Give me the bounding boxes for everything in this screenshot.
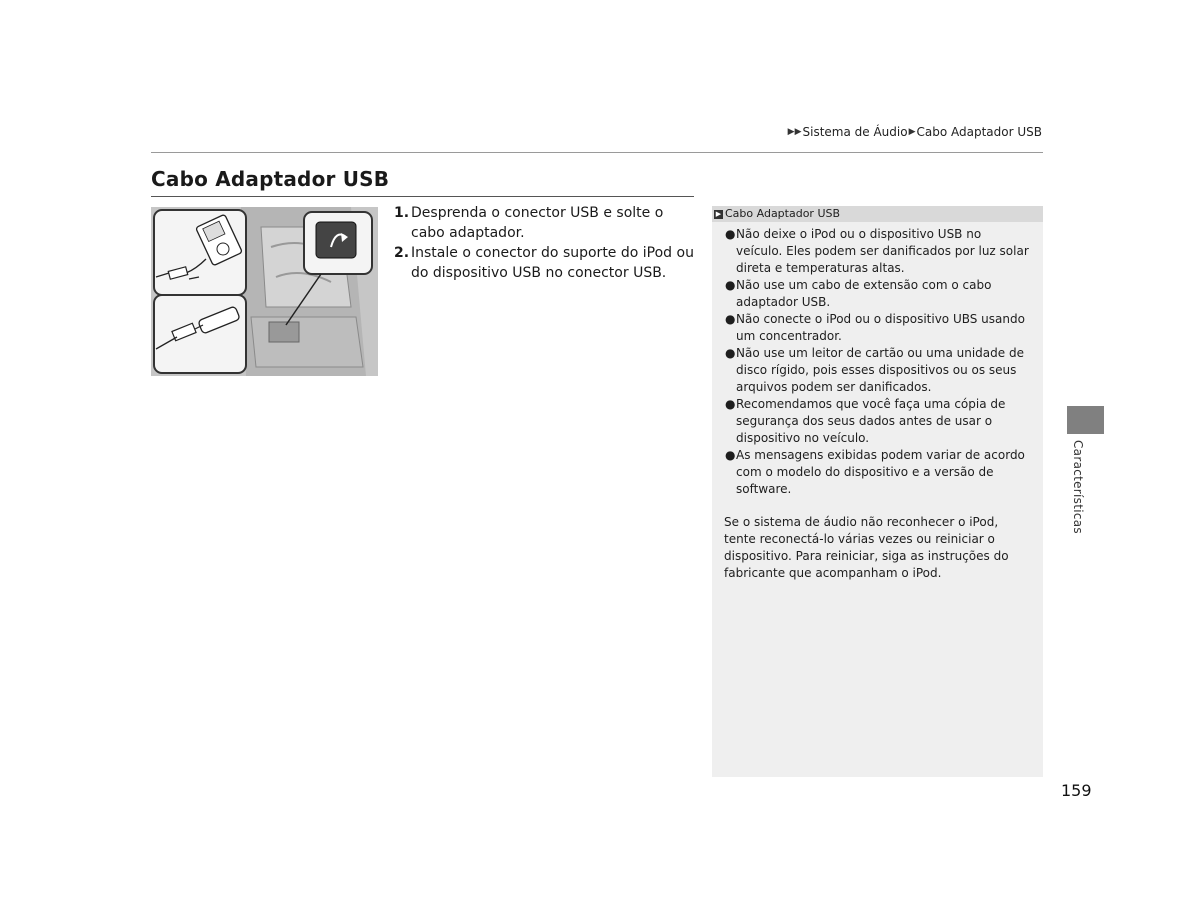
sidebar-heading-text: Cabo Adaptador USB [725,207,841,220]
breadcrumb-part-2: Cabo Adaptador USB [916,125,1042,139]
bullet-text: Não conecte o iPod ou o dispositivo UBS usando um concentrador. [736,312,1025,343]
sidebar-heading [712,206,1043,222]
page-title: Cabo Adaptador USB [151,167,390,191]
bullet-icon: ● [725,227,736,241]
usb-illustration-drawing [151,207,378,376]
breadcrumb [787,125,1042,139]
bullet-text: Não use um cabo de extensão com o cabo adaptador USB. [736,278,992,309]
bullet-text: As mensagens exibidas podem variar de acordo com o modelo do dispositivo e a versão de software. [736,448,1025,496]
triangle-right-icon: ▶▶ [787,127,802,137]
step-item [394,203,694,243]
step-text: Desprenda o conector USB e solte o cabo adaptador. [411,205,664,241]
bullet-text: Não deixe o iPod ou o dispositivo USB no veículo. Eles podem ser danificados por luz solar direta e temperaturas altas. [736,227,1029,275]
title-divider [151,196,694,197]
bullet-icon: ● [725,397,736,411]
bullet-icon: ● [725,448,736,462]
list-item [712,396,1043,447]
list-item [712,277,1043,311]
list-item [712,226,1043,277]
bullet-text: Recomendamos que você faça uma cópia de segurança dos seus dados antes de usar o dispositivo no veículo. [736,397,1006,445]
breadcrumb-part-1: Sistema de Áudio [802,125,908,139]
steps-list [394,203,694,283]
bullet-icon: ● [725,346,736,360]
list-item [712,447,1043,498]
step-number: 1. [394,205,410,221]
sidebar-bullet-list [712,226,1043,498]
bullet-text: Não use um leitor de cartão ou uma unidade de disco rígido, pois esses dispositivos ou os seus arquivos podem ser danificados. [736,346,1024,394]
note-marker-icon: ▶ [715,209,722,218]
usb-connection-illustration [151,207,378,376]
bullet-icon: ● [725,312,736,326]
section-tab-label: Características [1071,440,1085,534]
step-number: 2. [394,245,410,261]
step-item [394,243,694,283]
triangle-right-icon: ▶ [908,127,916,137]
bullet-icon: ● [725,278,736,292]
sidebar-note: Se o sistema de áudio não reconhecer o iPod, tente reconectá-lo várias vezes ou reiniciar o dispositivo. Para reiniciar, siga as instruções do fabricante que acompanham o iPod. [724,515,1009,580]
step-text: Instale o conector do suporte do iPod ou do dispositivo USB no conector USB. [411,245,694,281]
list-item [712,311,1043,345]
section-tab-marker [1067,406,1104,434]
page-number: 159 [1061,781,1092,800]
list-item [712,345,1043,396]
notes-sidebar [712,206,1043,777]
top-divider [151,152,1043,153]
